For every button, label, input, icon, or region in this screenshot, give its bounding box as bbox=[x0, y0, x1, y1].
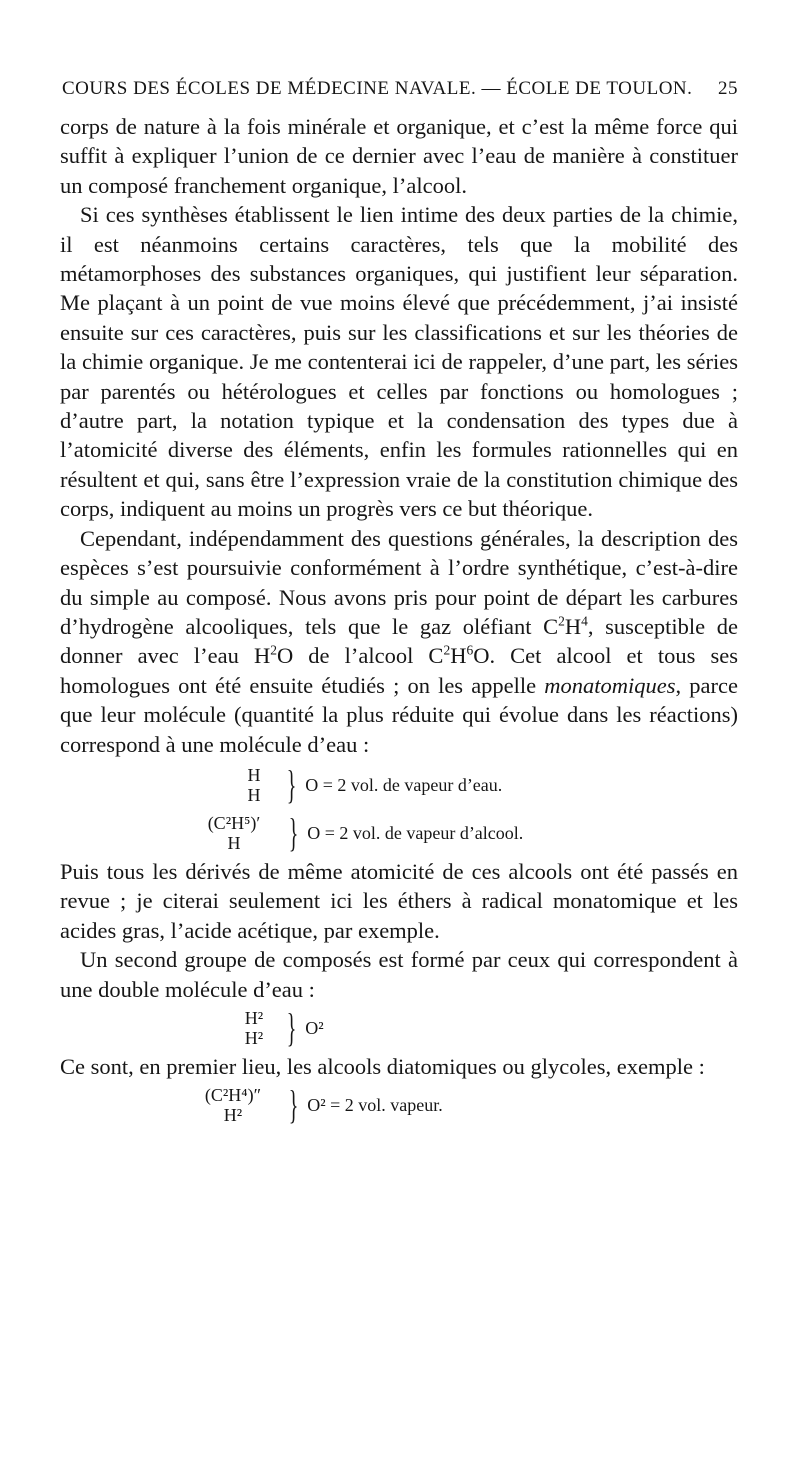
formula-ethylene: $C^2H^4$ bbox=[543, 613, 588, 639]
formula-2-top: (C²H⁵)′ bbox=[207, 812, 261, 833]
running-header bbox=[62, 78, 738, 100]
formula-3-rhs: O² bbox=[305, 1017, 324, 1038]
paragraph-3-part-d: . Cet alcool et tous ses homologues ont été ensuite étudiés ; on les appelle bbox=[60, 643, 738, 698]
formula-double-water-type bbox=[230, 1004, 738, 1052]
paragraph-6: Ce sont, en premier lieu, les alcools diatomiques ou glycoles, exemple : bbox=[60, 1053, 705, 1079]
formula-2-rhs: O = 2 vol. de vapeur d’alcool. bbox=[307, 822, 524, 843]
paragraph-4: Puis tous les dérivés de même atomicité de ces alcools ont été passés en revue ; je citerai seulement ici les éthers à radical monatomique et les acides gras, l’acide acétique, par exemple. bbox=[60, 858, 738, 943]
paragraph-3 bbox=[60, 524, 738, 759]
brace-icon: } bbox=[286, 761, 297, 807]
paragraph-1: corps de nature à la fois minérale et organique, et c’est la même force qui suffit à expliquer l’union de ce dernier avec l’eau de manière à constituer un composé franchement organique, l’alcool. bbox=[60, 114, 738, 198]
paragraph-3-part-c: de l’alcool bbox=[293, 643, 429, 669]
paragraph-3-part-b: , susceptible de donner avec l’eau bbox=[60, 613, 739, 669]
header-title: COURS DES ÉCOLES DE MÉDECINE NAVALE. — ÉCOLE DE TOULON. bbox=[62, 78, 693, 99]
page-number: 25 bbox=[718, 78, 738, 99]
formula-1-bottom: H bbox=[247, 784, 261, 805]
formula-alcohol: $C^2H^6O$ bbox=[428, 642, 490, 669]
formula-4-top: (C²H⁴)″ bbox=[204, 1085, 262, 1106]
formula-3-top: H² bbox=[244, 1007, 264, 1028]
paragraph-2: Si ces synthèses établissent le lien intime des deux parties de la chimie, il est néanmoins certains caractères, tels que la mobilité des métamorphoses des substances organiques, qui justifient leur séparation. Me plaçant à un point de vue moins élevé que précédemment, j’ai insisté ensuite sur ces caractères, puis sur les classifications et sur les théories de la chimie organique. Je me contenterai ici de rappeler, d’une part, les séries par parentés ou hétérologues et celles par fonctions ou homologues ; d’autre part, la notation typique et la condensation des types due à l’atomicité diverse des éléments, enfin les formules rationnelles qui en résultent et qui, sans être l’expression vraie de la constitution chimique des corps, indiquent au moins un progrès vers ce but théorique. bbox=[60, 202, 738, 522]
paragraph-3-part-a: Cependant, indépendamment des questions générales, la description des espèces s’est poursuivie conformément à l’ordre synthétique, c’est-à-dire du simple au composé. Nous avons pris pour point de départ les carbures d’hydrogène alcooliques, tels que le gaz oléfiant bbox=[60, 525, 738, 639]
formula-4-rhs: O² = 2 vol. vapeur. bbox=[307, 1095, 443, 1116]
paragraph-3-part-e: , parce que leur molécule (quantité la plus réduite qui évolue dans les réactions) correspond à une molécule d’eau : bbox=[60, 672, 738, 757]
formula-4-bottom: H² bbox=[223, 1105, 243, 1126]
formula-glycol-type bbox=[186, 1081, 738, 1129]
formula-water-type bbox=[230, 759, 738, 811]
body-text bbox=[60, 112, 738, 1129]
brace-icon: } bbox=[288, 809, 299, 855]
formula-1-rhs: O = 2 vol. de vapeur d’eau. bbox=[305, 774, 503, 795]
emphasis-monatomiques: monatomiques bbox=[544, 672, 676, 698]
brace-icon: } bbox=[286, 1004, 297, 1050]
formula-alcohol-type bbox=[188, 811, 738, 857]
formula-2-bottom: H bbox=[227, 832, 241, 853]
brace-icon: } bbox=[288, 1082, 299, 1128]
formula-water: $H^2O$ bbox=[253, 642, 294, 669]
formula-1-top: H bbox=[247, 764, 261, 785]
paragraph-5: Un second groupe de composés est formé par ceux qui correspondent à une double molécule d’eau : bbox=[60, 947, 738, 1002]
formula-3-bottom: H² bbox=[244, 1027, 264, 1048]
